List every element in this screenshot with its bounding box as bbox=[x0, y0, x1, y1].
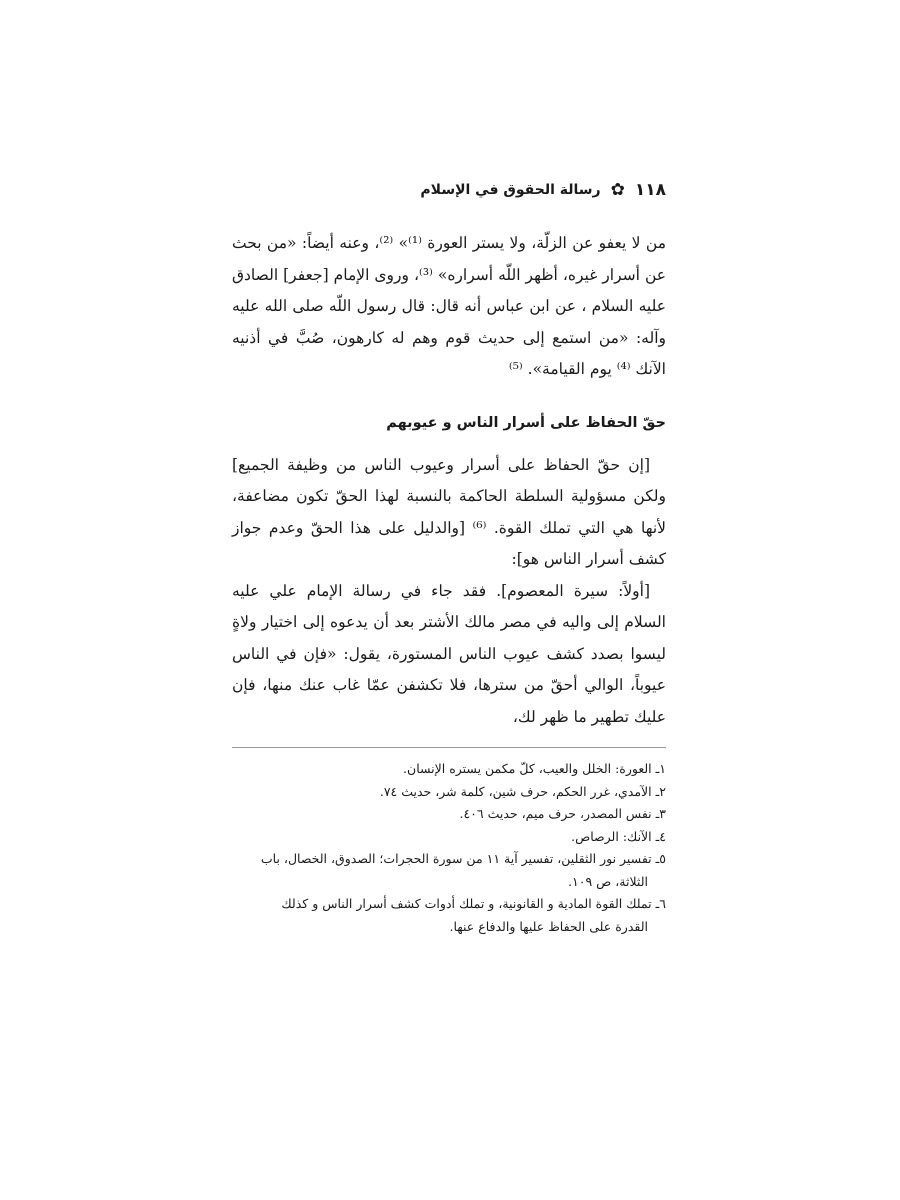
footnote-3 bbox=[232, 803, 666, 826]
footnote-text: ٤ـ الآنك: الرصاص. bbox=[571, 828, 666, 844]
book-title: رسالة الحقوق في الإسلام bbox=[420, 182, 601, 198]
footnote-continuation: القدرة على الحفاظ عليها والدفاع عنها. bbox=[449, 918, 648, 934]
body-paragraph-1: [إن حقّ الحفاظ على أسرار وعيوب الناس من وظيفة الجميع] ولكن مسؤولية السلطة الحاكمة بالنسبة لهذا الحقّ تكون مضاعفة، لأنها هي التي تملك القوة. ⁽⁶⁾ [والدليل على هذا الحقّ وعدم جواز كشف أسرار الناس هو]: bbox=[232, 455, 667, 568]
footnote-2 bbox=[232, 781, 666, 804]
footnote-text: ٦ـ تملك القوة المادية و القانونية، و تملك أدوات كشف أسرار الناس و كذلك bbox=[281, 896, 666, 911]
footnote-divider bbox=[232, 747, 666, 748]
opening-paragraph: من لا يعفو عن الزلّة، ولا يستر العورة ⁽¹⁾» ⁽²⁾، وعنه أيضاً: «من بحث عن أسرار غيره، أظهر اللّه أسراره» ⁽³⁾، وروى الإمام [جعفر] الصادق عليه السلام ، عن ابن عباس أنه قال: قال رسول اللّه صلى الله عليه وآله: «من استمع إلى حديث قوم وهم له كارهون، صُبَّ في أذنيه الآنك ⁽⁴⁾ يوم القيامة». ⁽⁵⁾ bbox=[232, 234, 666, 378]
footnote-text: ٢ـ الآمدي، غرر الحكم، حرف شين، كلمة شر، حديث ٧٤. bbox=[379, 783, 666, 799]
footnote-text: ٥ـ تفسير نور الثقلين، تفسير آية ١١ من سورة الحجرات؛ الصدوق، الخصال، باب bbox=[260, 851, 666, 866]
footnotes bbox=[232, 758, 666, 938]
footnote-4 bbox=[232, 826, 666, 849]
footnote-text: ٣ـ نفس المصدر، حرف ميم، حديث ٤٠٦. bbox=[459, 806, 666, 821]
footnote-text: ١ـ العورة: الخلل والعيب، كلّ مكمن يستره الإنسان. bbox=[403, 761, 666, 776]
body-paragraph-2: [أولاً: سيرة المعصوم]. فقد جاء في رسالة الإمام علي عليه السلام إلى واليه في مصر مالك الأشتر بعد أن يدعوه إلى اختيار ولاةٍ ليسوا بصدد كشف عيوب الناس المستورة، يقول: «فإن في الناس عيوباً، الوالي أحقّ من سترها، فلا تكشفن عمّا غاب عنك منها، فإن عليك تطهير ما ظهر لك، bbox=[232, 581, 666, 726]
book-page bbox=[232, 176, 666, 938]
footnote-5 bbox=[232, 848, 666, 893]
page-number: ١١٨ bbox=[634, 180, 666, 200]
footnote-6 bbox=[232, 893, 666, 938]
footnote-continuation: الثلاثة، ص ١٠٩. bbox=[568, 873, 648, 889]
running-header bbox=[232, 176, 666, 204]
section-heading: حقّ الحفاظ على أسرار الناس و عيوبهم bbox=[386, 414, 666, 431]
flower-ornament-icon: ✿ bbox=[610, 179, 625, 200]
footnote-1 bbox=[232, 758, 666, 781]
